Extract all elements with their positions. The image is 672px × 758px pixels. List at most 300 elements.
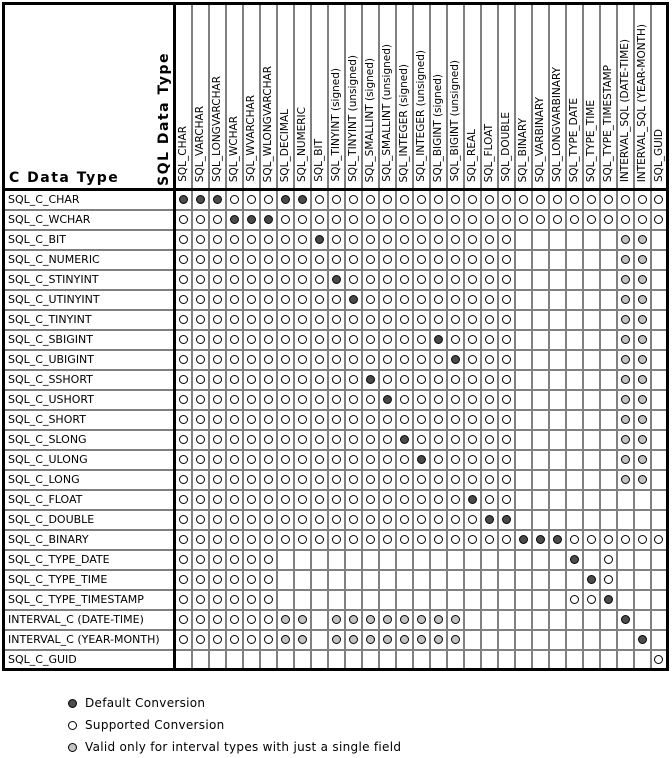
- supported-conversion-dot: [451, 235, 460, 244]
- cell: [226, 490, 243, 510]
- default-conversion-dot: [196, 195, 205, 204]
- cell: [413, 210, 430, 230]
- table-row: [4, 310, 668, 330]
- col-header: [345, 4, 362, 190]
- cell: [345, 530, 362, 550]
- cell: [617, 570, 634, 590]
- cell: [243, 190, 260, 210]
- supported-conversion-dot: [366, 535, 375, 544]
- cell: [345, 370, 362, 390]
- cell: [209, 430, 226, 450]
- cell: [379, 650, 396, 670]
- col-header: [243, 4, 260, 190]
- cell: [362, 270, 379, 290]
- interval-conversion-dot: [451, 635, 460, 644]
- supported-conversion-dot: [366, 435, 375, 444]
- cell: [498, 630, 515, 650]
- cell: [243, 390, 260, 410]
- col-header-label: SQL_BIGINT (signed): [431, 73, 444, 182]
- cell: [617, 390, 634, 410]
- interval-conversion-dot: [621, 415, 630, 424]
- cell: [549, 470, 566, 490]
- cell: [447, 490, 464, 510]
- cell: [447, 210, 464, 230]
- conversion-matrix-table: [2, 2, 669, 671]
- cell: [430, 650, 447, 670]
- cell: [498, 370, 515, 390]
- cell: [430, 410, 447, 430]
- supported-conversion-dot: [196, 335, 205, 344]
- supported-conversion-dot: [621, 195, 630, 204]
- cell: [345, 630, 362, 650]
- cell: [413, 330, 430, 350]
- supported-conversion-dot: [502, 535, 511, 544]
- cell: [600, 470, 617, 490]
- supported-conversion-dot: [434, 375, 443, 384]
- cell: [226, 430, 243, 450]
- supported-conversion-dot: [400, 255, 409, 264]
- supported-conversion-dot: [366, 415, 375, 424]
- cell: [498, 430, 515, 450]
- cell: [617, 530, 634, 550]
- cell: [226, 230, 243, 250]
- supported-conversion-dot: [502, 235, 511, 244]
- interval-conversion-dot: [434, 635, 443, 644]
- col-header-label: SQL_REAL: [465, 129, 478, 182]
- cell: [362, 610, 379, 630]
- supported-conversion-dot: [383, 415, 392, 424]
- default-conversion-dot: [68, 699, 77, 708]
- cell: [243, 270, 260, 290]
- cell: [566, 550, 583, 570]
- supported-conversion-dot: [196, 595, 205, 604]
- cell: [243, 550, 260, 570]
- supported-conversion-dot: [502, 475, 511, 484]
- cell: [549, 390, 566, 410]
- cell: [226, 650, 243, 670]
- cell: [277, 550, 294, 570]
- cell: [583, 250, 600, 270]
- supported-conversion-dot: [179, 615, 188, 624]
- supported-conversion-dot: [638, 195, 647, 204]
- cell: [379, 570, 396, 590]
- cell: [311, 330, 328, 350]
- cell: [634, 570, 651, 590]
- cell: [362, 570, 379, 590]
- cell: [447, 290, 464, 310]
- cell: [430, 450, 447, 470]
- cell: [651, 290, 668, 310]
- supported-conversion-dot: [281, 535, 290, 544]
- supported-conversion-dot: [417, 275, 426, 284]
- cell: [396, 390, 413, 410]
- cell: [617, 490, 634, 510]
- supported-conversion-dot: [366, 355, 375, 364]
- cell: [328, 190, 345, 210]
- legend-label-interval: Valid only for interval types with just a single field: [85, 740, 402, 754]
- cell: [430, 570, 447, 590]
- supported-conversion-dot: [417, 535, 426, 544]
- cell: [192, 450, 209, 470]
- cell: [209, 190, 226, 210]
- supported-conversion-dot: [179, 515, 188, 524]
- cell: [379, 310, 396, 330]
- cell: [396, 330, 413, 350]
- supported-conversion-dot: [332, 215, 341, 224]
- supported-conversion-dot: [247, 335, 256, 344]
- col-header: [362, 4, 379, 190]
- cell: [379, 470, 396, 490]
- cell: [515, 410, 532, 430]
- cell: [532, 230, 549, 250]
- row-label: SQL_C_SBIGINT: [4, 330, 175, 350]
- cell: [362, 530, 379, 550]
- cell: [566, 370, 583, 390]
- cell: [549, 450, 566, 470]
- supported-conversion-dot: [451, 375, 460, 384]
- supported-conversion-dot: [434, 435, 443, 444]
- cell: [651, 210, 668, 230]
- col-header: [515, 4, 532, 190]
- cell: [566, 290, 583, 310]
- supported-conversion-dot: [417, 375, 426, 384]
- cell: [226, 530, 243, 550]
- interval-conversion-dot: [298, 635, 307, 644]
- cell: [447, 250, 464, 270]
- supported-conversion-dot: [451, 275, 460, 284]
- cell: [175, 630, 192, 650]
- cell: [481, 610, 498, 630]
- interval-conversion-dot: [366, 635, 375, 644]
- supported-conversion-dot: [315, 195, 324, 204]
- supported-conversion-dot: [332, 355, 341, 364]
- supported-conversion-dot: [281, 295, 290, 304]
- cell: [243, 210, 260, 230]
- interval-conversion-dot: [332, 635, 341, 644]
- cell: [430, 490, 447, 510]
- supported-conversion-dot: [213, 275, 222, 284]
- cell: [447, 230, 464, 250]
- cell: [549, 610, 566, 630]
- cell: [175, 310, 192, 330]
- cell: [311, 530, 328, 550]
- cell: [243, 570, 260, 590]
- legend-item-supported: [68, 714, 401, 736]
- supported-conversion-dot: [570, 535, 579, 544]
- cell: [498, 650, 515, 670]
- supported-conversion-dot: [366, 215, 375, 224]
- cell: [260, 430, 277, 450]
- cell: [413, 350, 430, 370]
- supported-conversion-dot: [281, 435, 290, 444]
- supported-conversion-dot: [468, 535, 477, 544]
- cell: [532, 610, 549, 630]
- cell: [294, 550, 311, 570]
- supported-conversion-dot: [502, 215, 511, 224]
- cell: [175, 490, 192, 510]
- supported-conversion-dot: [434, 215, 443, 224]
- cell: [481, 290, 498, 310]
- cell: [447, 450, 464, 470]
- supported-conversion-dot: [264, 395, 273, 404]
- cell: [634, 290, 651, 310]
- supported-conversion-dot: [196, 355, 205, 364]
- cell: [651, 310, 668, 330]
- cell: [498, 230, 515, 250]
- cell: [328, 610, 345, 630]
- supported-conversion-dot: [502, 275, 511, 284]
- default-conversion-dot: [604, 595, 613, 604]
- cell: [430, 310, 447, 330]
- cell: [430, 470, 447, 490]
- cell: [192, 250, 209, 270]
- cell: [651, 450, 668, 470]
- cell: [379, 390, 396, 410]
- cell: [243, 530, 260, 550]
- supported-conversion-dot: [451, 415, 460, 424]
- cell: [260, 210, 277, 230]
- supported-conversion-dot: [434, 255, 443, 264]
- cell: [464, 270, 481, 290]
- table-row: [4, 430, 668, 450]
- cell: [294, 330, 311, 350]
- supported-conversion-dot: [502, 255, 511, 264]
- supported-conversion-dot: [383, 295, 392, 304]
- cell: [226, 450, 243, 470]
- interval-conversion-dot: [621, 315, 630, 324]
- cell: [379, 610, 396, 630]
- cell: [277, 310, 294, 330]
- cell: [481, 650, 498, 670]
- cell: [532, 570, 549, 590]
- supported-conversion-dot: [417, 435, 426, 444]
- supported-conversion-dot: [179, 555, 188, 564]
- supported-conversion-dot: [332, 375, 341, 384]
- supported-conversion-dot: [366, 275, 375, 284]
- supported-conversion-dot: [434, 275, 443, 284]
- supported-conversion-dot: [451, 195, 460, 204]
- cell: [226, 550, 243, 570]
- cell: [209, 370, 226, 390]
- cell: [481, 250, 498, 270]
- table-row: [4, 490, 668, 510]
- cell: [430, 250, 447, 270]
- supported-conversion-dot: [315, 495, 324, 504]
- supported-conversion-dot: [502, 455, 511, 464]
- cell: [175, 230, 192, 250]
- supported-conversion-dot: [298, 395, 307, 404]
- supported-conversion-dot: [298, 415, 307, 424]
- supported-conversion-dot: [264, 475, 273, 484]
- interval-conversion-dot: [638, 335, 647, 344]
- supported-conversion-dot: [485, 495, 494, 504]
- cell: [328, 490, 345, 510]
- cell: [549, 270, 566, 290]
- cell: [294, 430, 311, 450]
- supported-conversion-dot: [366, 235, 375, 244]
- table-row: [4, 390, 668, 410]
- col-header-label: SQL_LONGVARCHAR: [210, 76, 223, 182]
- cell: [532, 590, 549, 610]
- table-row: [4, 470, 668, 490]
- interval-conversion-dot: [621, 395, 630, 404]
- supported-conversion-dot: [417, 255, 426, 264]
- cell: [583, 490, 600, 510]
- cell: [362, 210, 379, 230]
- cell: [651, 610, 668, 630]
- supported-conversion-dot: [332, 455, 341, 464]
- interval-conversion-dot: [400, 635, 409, 644]
- cell: [566, 510, 583, 530]
- supported-conversion-dot: [213, 615, 222, 624]
- supported-conversion-dot: [400, 335, 409, 344]
- supported-conversion-dot: [230, 435, 239, 444]
- supported-conversion-dot: [468, 235, 477, 244]
- cell: [447, 610, 464, 630]
- col-header-label: SQL_TYPE_TIME: [584, 99, 597, 182]
- supported-conversion-dot: [434, 535, 443, 544]
- supported-conversion-dot: [213, 235, 222, 244]
- cell: [413, 570, 430, 590]
- cell: [175, 330, 192, 350]
- supported-conversion-dot: [519, 215, 528, 224]
- cell: [328, 450, 345, 470]
- cell: [192, 470, 209, 490]
- supported-conversion-dot: [315, 415, 324, 424]
- cell: [328, 210, 345, 230]
- supported-conversion-dot: [383, 355, 392, 364]
- supported-conversion-dot: [196, 215, 205, 224]
- cell: [294, 190, 311, 210]
- supported-conversion-dot: [179, 495, 188, 504]
- cell: [634, 490, 651, 510]
- cell: [226, 510, 243, 530]
- cell: [583, 470, 600, 490]
- cell: [260, 350, 277, 370]
- supported-conversion-dot: [332, 535, 341, 544]
- supported-conversion-dot: [485, 435, 494, 444]
- supported-conversion-dot: [383, 275, 392, 284]
- col-header: [328, 4, 345, 190]
- cell: [311, 590, 328, 610]
- cell: [328, 410, 345, 430]
- cell: [481, 430, 498, 450]
- cell: [362, 550, 379, 570]
- cell: [549, 250, 566, 270]
- supported-conversion-dot: [179, 595, 188, 604]
- cell: [192, 290, 209, 310]
- cell: [345, 230, 362, 250]
- cell: [192, 370, 209, 390]
- cell: [396, 470, 413, 490]
- cell: [175, 390, 192, 410]
- row-label: SQL_C_BINARY: [4, 530, 175, 550]
- supported-conversion-dot: [400, 355, 409, 364]
- cell: [481, 470, 498, 490]
- cell: [515, 610, 532, 630]
- supported-conversion-dot: [264, 435, 273, 444]
- cell: [651, 430, 668, 450]
- cell: [379, 370, 396, 390]
- row-label: SQL_C_STINYINT: [4, 270, 175, 290]
- col-header: [396, 4, 413, 190]
- supported-conversion-dot: [332, 495, 341, 504]
- supported-conversion-dot: [247, 255, 256, 264]
- cell: [515, 370, 532, 390]
- cell: [311, 410, 328, 430]
- cell: [498, 530, 515, 550]
- cell: [481, 450, 498, 470]
- cell: [532, 470, 549, 490]
- cell: [175, 450, 192, 470]
- cell: [583, 610, 600, 630]
- supported-conversion-dot: [332, 315, 341, 324]
- cell: [294, 370, 311, 390]
- cell: [192, 650, 209, 670]
- cell: [345, 610, 362, 630]
- cell: [413, 510, 430, 530]
- cell: [345, 430, 362, 450]
- supported-conversion-dot: [417, 415, 426, 424]
- cell: [277, 630, 294, 650]
- cell: [277, 370, 294, 390]
- cell: [481, 530, 498, 550]
- cell: [260, 630, 277, 650]
- supported-conversion-dot: [230, 315, 239, 324]
- cell: [277, 330, 294, 350]
- default-conversion-dot: [247, 215, 256, 224]
- supported-conversion-dot: [332, 195, 341, 204]
- default-conversion-dot: [417, 455, 426, 464]
- supported-conversion-dot: [298, 315, 307, 324]
- cell: [583, 630, 600, 650]
- cell: [651, 330, 668, 350]
- cell: [651, 270, 668, 290]
- supported-conversion-dot: [400, 235, 409, 244]
- cell: [549, 230, 566, 250]
- cell: [549, 490, 566, 510]
- cell: [226, 570, 243, 590]
- col-header: [566, 4, 583, 190]
- cell: [515, 450, 532, 470]
- supported-conversion-dot: [570, 215, 579, 224]
- cell: [175, 430, 192, 450]
- cell: [617, 550, 634, 570]
- supported-conversion-dot: [468, 475, 477, 484]
- cell: [192, 510, 209, 530]
- cell: [209, 270, 226, 290]
- cell: [311, 250, 328, 270]
- cell: [328, 350, 345, 370]
- cell: [294, 410, 311, 430]
- supported-conversion-dot: [332, 435, 341, 444]
- cell: [498, 550, 515, 570]
- supported-conversion-dot: [332, 235, 341, 244]
- cell: [311, 230, 328, 250]
- cell: [498, 410, 515, 430]
- supported-conversion-dot: [383, 255, 392, 264]
- col-header: [379, 4, 396, 190]
- row-label: SQL_C_USHORT: [4, 390, 175, 410]
- cell: [600, 490, 617, 510]
- cell: [617, 310, 634, 330]
- col-header: [651, 4, 668, 190]
- table-row: [4, 230, 668, 250]
- interval-conversion-dot: [621, 295, 630, 304]
- col-header: [498, 4, 515, 190]
- default-conversion-dot: [434, 335, 443, 344]
- supported-conversion-dot: [502, 375, 511, 384]
